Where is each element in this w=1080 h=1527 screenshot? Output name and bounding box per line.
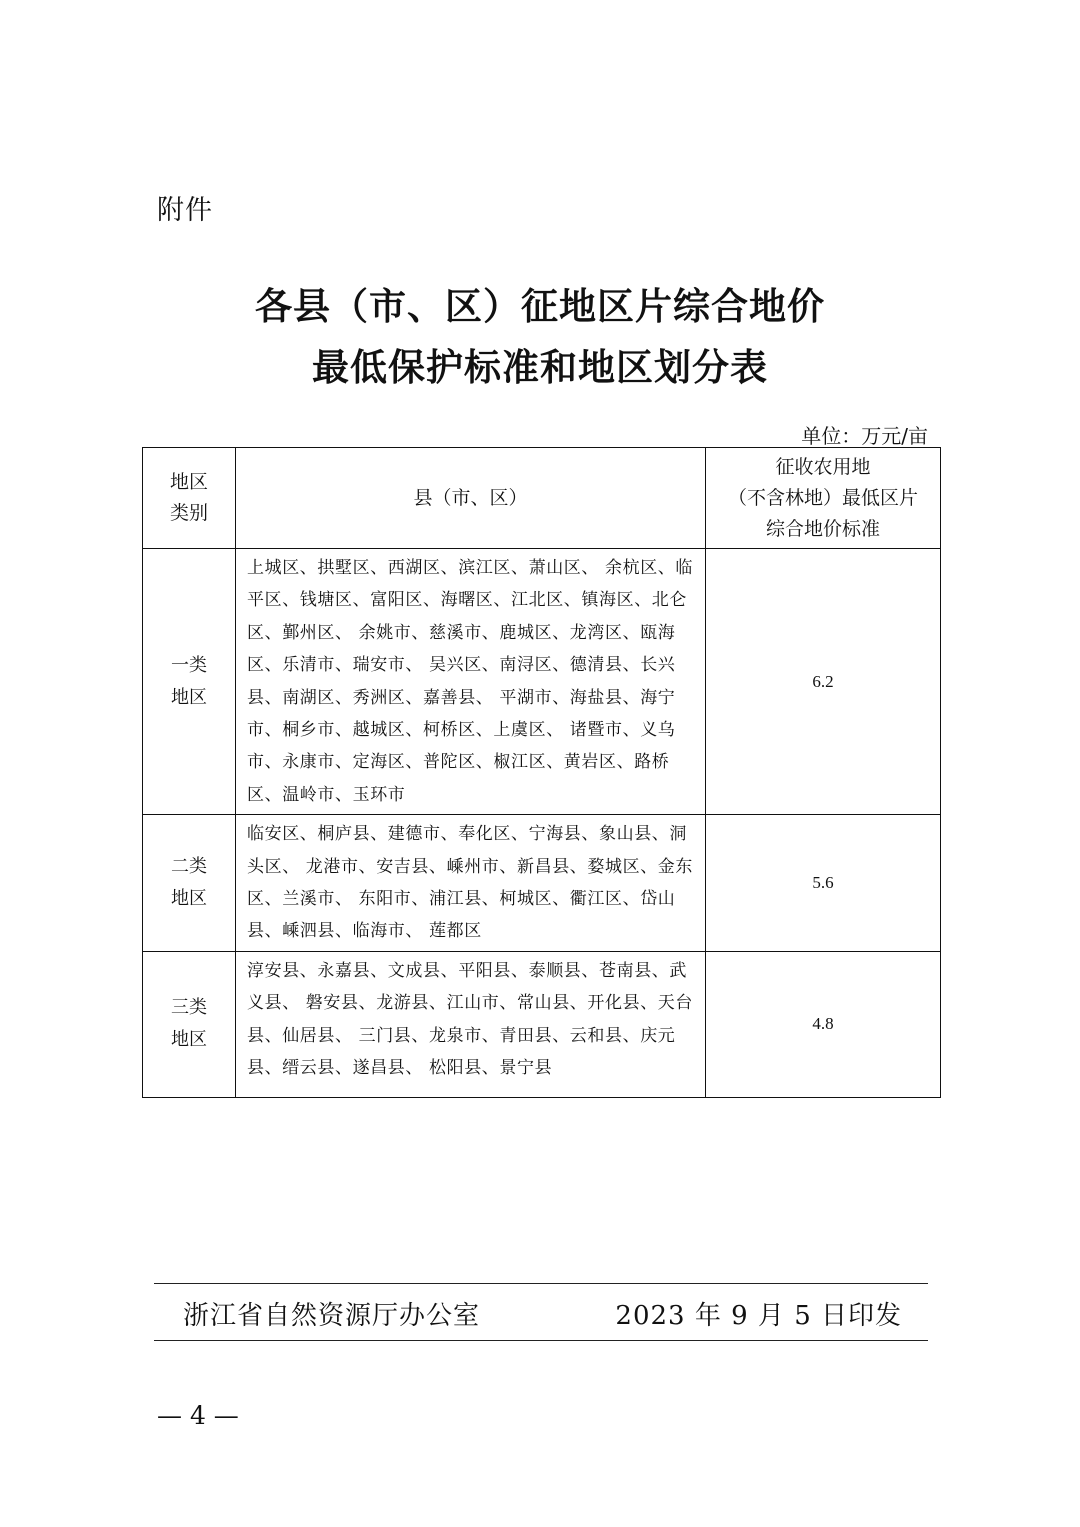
region-type-cell bbox=[143, 815, 236, 952]
unit-label: 单位：万元/亩 bbox=[801, 424, 928, 448]
region-type-line-2: 地区 bbox=[171, 1029, 207, 1051]
table-row bbox=[143, 815, 941, 952]
counties-cell: 淳安县、永嘉县、文成县、平阳县、泰顺县、苍南县、武义县、 磐安县、龙游县、江山市、常山县、开化县、天台县、仙居县、 三门县、龙泉市、青田县、云和县、庆元县、缙云县、遂昌县、 松阳县、景宁县 bbox=[236, 951, 706, 1097]
page-title-line-1: 各县（市、区）征地区片综合地价 bbox=[255, 285, 825, 328]
header-price-line-2: （不含林地）最低区片 bbox=[727, 486, 918, 509]
header-price-line-1: 征收农用地 bbox=[775, 455, 871, 478]
price-cell: 4.8 bbox=[706, 951, 941, 1097]
region-type-line-1: 三类 bbox=[171, 997, 207, 1019]
table-row bbox=[143, 951, 941, 1097]
table-header-row bbox=[143, 448, 941, 549]
region-type-line-1: 二类 bbox=[171, 856, 207, 878]
issue-date: 2023 年 9 月 5 日印发 bbox=[615, 1301, 902, 1331]
header-region-type-line-1: 地区 bbox=[169, 471, 208, 493]
header-region-type-line-2: 类别 bbox=[169, 502, 208, 524]
price-cell: 6.2 bbox=[706, 549, 941, 815]
counties-cell: 上城区、拱墅区、西湖区、滨江区、萧山区、 余杭区、临平区、钱塘区、富阳区、海曙区、江北区、镇海区、北仑区、鄞州区、 余姚市、慈溪市、鹿城区、龙湾区、瓯海区、乐清市、瑞安市、 吴兴区、南浔区、德清县、长兴县、南湖区、秀洲区、嘉善县、 平湖市、海盐县、海宁市、桐乡市、越城区、柯桥区、上虞区、 诸暨市、义乌市、永康市、定海区、普陀区、椒江区、黄岩区、路桥区、温岭市、玉环市 bbox=[236, 549, 706, 815]
header-price bbox=[706, 448, 941, 549]
land-price-table bbox=[142, 447, 941, 1098]
region-type-cell bbox=[143, 951, 236, 1097]
header-counties: 县（市、区） bbox=[236, 448, 706, 549]
table-row bbox=[143, 549, 941, 815]
attachment-label: 附件 bbox=[157, 195, 213, 226]
page-title-line-2: 最低保护标准和地区划分表 bbox=[312, 346, 768, 389]
region-type-line-2: 地区 bbox=[171, 888, 207, 910]
header-price-line-3: 综合地价标准 bbox=[765, 517, 880, 540]
header-region-type bbox=[143, 448, 236, 549]
footer-divider-bottom bbox=[154, 1340, 928, 1341]
counties-cell: 临安区、桐庐县、建德市、奉化区、宁海县、象山县、洞头区、 龙港市、安吉县、嵊州市、新昌县、婺城区、金东区、兰溪市、 东阳市、浦江县、柯城区、衢江区、岱山县、嵊泗县、临海市、 莲都区 bbox=[236, 815, 706, 952]
region-type-line-2: 地区 bbox=[171, 686, 207, 708]
price-cell: 5.6 bbox=[706, 815, 941, 952]
footer-divider-top bbox=[154, 1283, 928, 1284]
issuer-label: 浙江省自然资源厅办公室 bbox=[183, 1301, 481, 1331]
region-type-cell bbox=[143, 549, 236, 815]
region-type-line-1: 一类 bbox=[171, 654, 207, 676]
page-number: — 4 — bbox=[157, 1401, 239, 1430]
